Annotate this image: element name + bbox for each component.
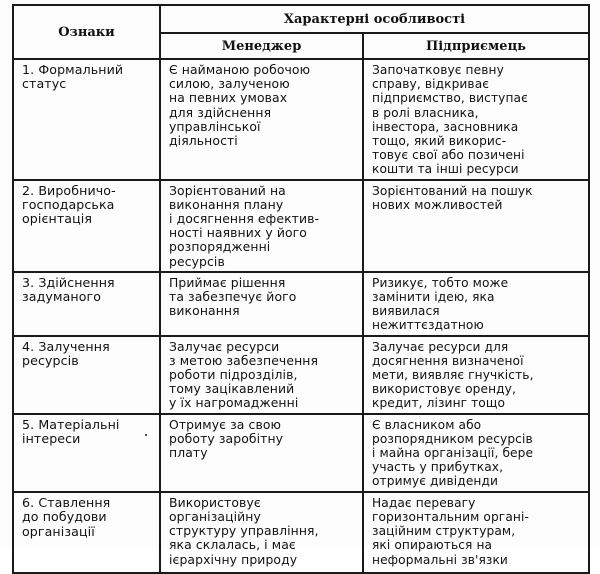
entrepreneur-text: Залучає ресурси для досягнення визначеної мети, виявляє гнучкість, використовує оренду, кредит, лізинг тощо xyxy=(372,339,534,411)
manager-text: Приймає рішення та забезпечує його виконання xyxy=(169,274,297,319)
header-manager: Менеджер xyxy=(160,33,363,59)
table-body xyxy=(13,59,589,573)
entrepreneur-text: Започатковує певну справу, відкриває підприємство, виступає в ролі власника, інвестора, засновника тощо, який викорис- товує свої або позичені кошти та інші ресурси xyxy=(372,63,528,177)
table-row xyxy=(13,414,589,492)
feature-text: 2. Виробничо- господарська орієнтація xyxy=(22,182,116,227)
table-row xyxy=(13,272,589,336)
manager-text: Залучає ресурси з метою забезпечення роботи підрозділів, тому зацікавлений у їх нагромадженні xyxy=(169,338,319,411)
scan-speck xyxy=(145,434,147,436)
manager-text: Отримує за свою роботу заробітну плату xyxy=(169,416,284,461)
feature-cell xyxy=(13,336,160,414)
entrepreneur-cell xyxy=(363,272,589,336)
feature-cell xyxy=(13,414,160,492)
entrepreneur-text: Надає перевагу горизонтальним органі- заційним структурам, які опираються на неформальні зв'язки xyxy=(372,495,529,567)
entrepreneur-text: Зорієнтований на пошук нових можливостей xyxy=(372,183,533,212)
feature-cell xyxy=(13,272,160,336)
table-row xyxy=(13,336,589,414)
table-row xyxy=(13,180,589,272)
feature-text: 6. Ставлення до побудови організації xyxy=(22,494,111,539)
manager-text: Використовує організаційну структуру управління, яка склалась, і має ієрархічну природу xyxy=(169,494,319,567)
manager-cell xyxy=(160,59,363,180)
manager-text: Є найманою робочою силою, залученою на певних умовах для здійснення управлінської діяльності xyxy=(169,62,311,149)
feature-text: 3. Здійснення задуманого xyxy=(22,274,115,305)
comparison-table xyxy=(12,4,590,574)
manager-cell xyxy=(160,492,363,573)
entrepreneur-cell xyxy=(363,492,589,573)
table-row xyxy=(13,59,589,180)
table-header xyxy=(13,5,589,59)
manager-cell xyxy=(160,414,363,492)
feature-text: 1. Формальний статус xyxy=(22,62,124,92)
manager-cell xyxy=(160,180,363,272)
manager-cell xyxy=(160,336,363,414)
entrepreneur-text: Ризикує, тобто може замінити ідею, яка виявилася нежиттєздатною xyxy=(372,275,509,333)
entrepreneur-cell xyxy=(363,180,589,272)
entrepreneur-cell xyxy=(363,59,589,180)
feature-text: 4. Залучення ресурсів xyxy=(22,338,110,369)
feature-cell xyxy=(13,180,160,272)
manager-text: Зорієнтований на виконання плану і досягнення ефектив- ності наявних у його розпорядженні ресурсів xyxy=(169,182,320,269)
entrepreneur-text: Є власником або розпорядником ресурсів і майна організації, бере участь у прибутках, отримує дивіденди xyxy=(372,417,534,489)
header-characteristics: Характерні особливості xyxy=(160,5,589,33)
entrepreneur-cell xyxy=(363,336,589,414)
feature-cell xyxy=(13,492,160,573)
entrepreneur-cell xyxy=(363,414,589,492)
feature-text: 5. Матеріальні інтереси xyxy=(22,416,120,447)
manager-cell xyxy=(160,272,363,336)
header-entrepreneur: Підприємець xyxy=(363,33,589,59)
feature-cell xyxy=(13,59,160,180)
header-features: Ознаки xyxy=(13,5,160,59)
table-row xyxy=(13,492,589,573)
